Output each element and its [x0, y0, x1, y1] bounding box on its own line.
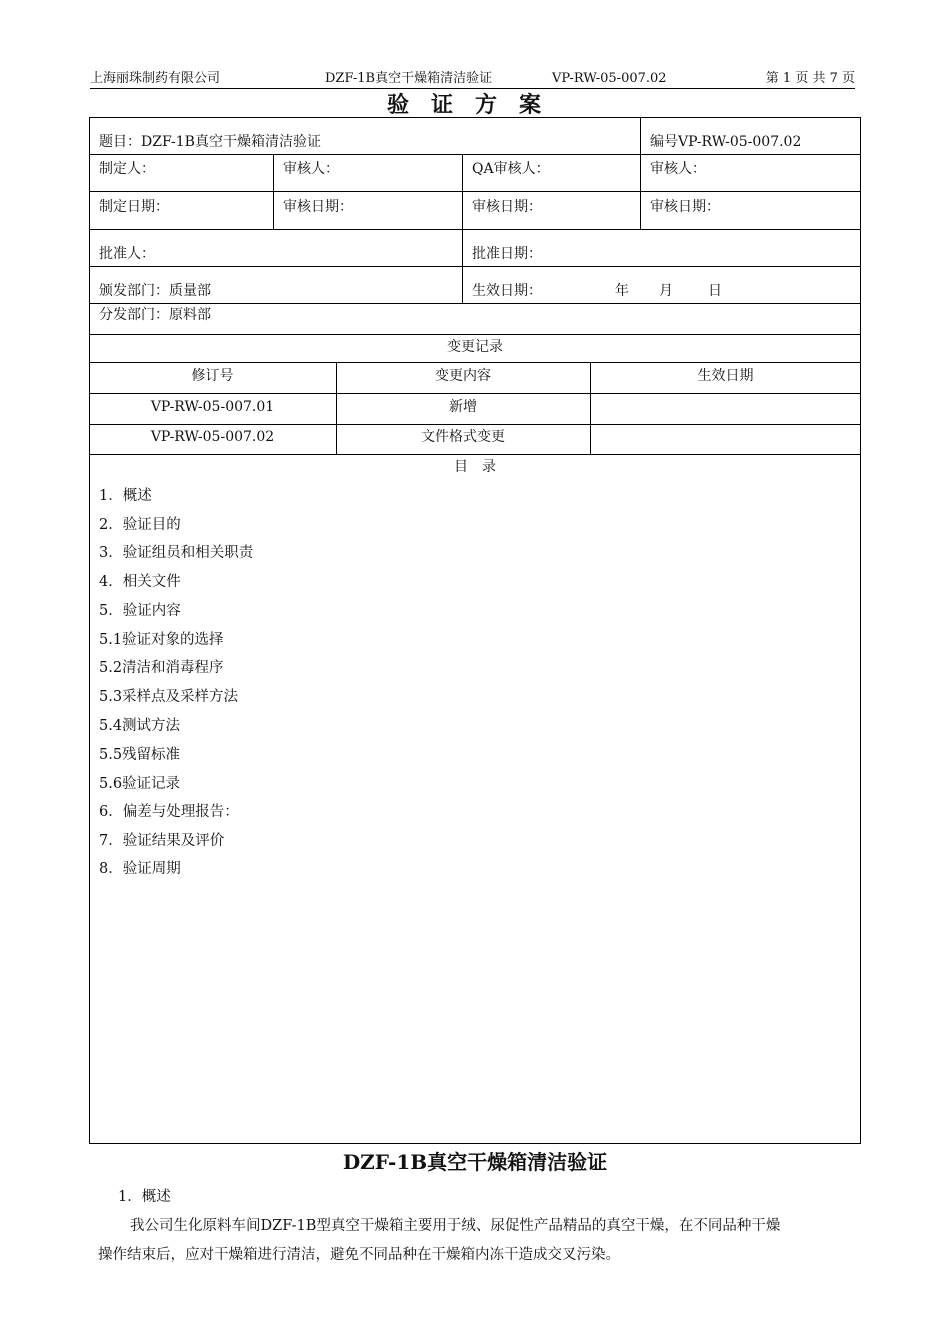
draft-date-field: 制定日期： [99, 199, 169, 215]
toc-item: 8．验证周期 [99, 861, 181, 877]
qa-reviewer-field: QA审核人： [472, 161, 550, 177]
toc-item: 4．相关文件 [99, 574, 181, 590]
row-divider [89, 362, 861, 363]
issuing-dept-field: 颁发部门：质量部 [99, 283, 211, 299]
table-header-revision: 修订号 [191, 368, 234, 384]
review-date-field: 审核日期： [650, 199, 720, 215]
month-label: 月 [659, 283, 673, 299]
toc-item: 5.2清洁和消毒程序 [99, 660, 224, 676]
row-divider [89, 334, 861, 335]
toc-item: 5.4测试方法 [99, 718, 181, 734]
review-date-field: 审核日期： [283, 199, 353, 215]
toc-item: 5.6验证记录 [99, 776, 181, 792]
document-number: 编号VP-RW-05-007.02 [650, 134, 802, 150]
row-divider [89, 393, 861, 394]
table-cell-revision: VP-RW-05-007.02 [150, 429, 275, 445]
column-divider [462, 154, 463, 303]
page-header [90, 70, 855, 89]
row-divider [89, 454, 861, 455]
company-name: 上海丽珠制药有限公司 [90, 71, 221, 86]
reviewer-field: 审核人： [650, 161, 706, 177]
page-title: 验证方案 [386, 92, 563, 118]
section-title: 1．概述 [118, 1189, 171, 1205]
header-doc-name: DZF-1B真空干燥箱清洁验证 [325, 71, 493, 86]
row-divider [89, 154, 861, 155]
page-info: 第 1 页 共 7 页 [765, 71, 855, 86]
row-divider [89, 229, 861, 230]
table-cell-revision: VP-RW-05-007.01 [150, 399, 275, 415]
toc-item: 1．概述 [99, 488, 152, 504]
table-header-content: 变更内容 [435, 368, 491, 384]
paragraph-line: 操作结束后，应对干燥箱进行清洁，避免不同品种在干燥箱内冻干造成交叉污染。 [98, 1247, 620, 1263]
toc-item: 6．偏差与处理报告： [99, 804, 239, 820]
table-cell-content: 文件格式变更 [421, 429, 505, 445]
toc-title: 目 录 [454, 459, 496, 475]
distribution-dept-field: 分发部门：原料部 [99, 307, 211, 323]
approver-field: 批准人： [99, 246, 155, 262]
row-divider [89, 424, 861, 425]
toc-item: 3．验证组员和相关职责 [99, 545, 254, 561]
subject-field: 题目：DZF-1B真空干燥箱清洁验证 [99, 134, 321, 150]
day-label: 日 [708, 283, 722, 299]
effective-date-field: 生效日期： [472, 283, 542, 299]
reviewer-field: 审核人： [283, 161, 339, 177]
table-cell-content: 新增 [449, 399, 477, 415]
drafter-field: 制定人： [99, 161, 155, 177]
row-divider [89, 266, 861, 267]
row-divider [89, 303, 861, 304]
review-date-field: 审核日期： [472, 199, 542, 215]
toc-item: 5.5残留标准 [99, 747, 181, 763]
paragraph-line: 我公司生化原料车间DZF-1B型真空干燥箱主要用于绒、尿促性产品精品的真空干燥，在不同品种干燥 [130, 1218, 781, 1234]
year-label: 年 [615, 283, 629, 299]
toc-item: 5．验证内容 [99, 603, 181, 619]
change-record-title: 变更记录 [447, 339, 503, 355]
toc-item: 2．验证目的 [99, 517, 181, 533]
table-header-effective-date: 生效日期 [697, 368, 754, 384]
approve-date-field: 批准日期： [472, 246, 542, 262]
column-divider [640, 117, 641, 229]
toc-item: 7．验证结果及评价 [99, 833, 225, 849]
toc-item: 5.3采样点及采样方法 [99, 689, 239, 705]
row-divider [89, 191, 861, 192]
column-divider [273, 154, 274, 229]
header-doc-code: VP-RW-05-007.02 [552, 71, 667, 86]
toc-item: 5.1验证对象的选择 [99, 632, 224, 648]
document-heading: DZF-1B真空干燥箱清洁验证 [342, 1150, 608, 1174]
